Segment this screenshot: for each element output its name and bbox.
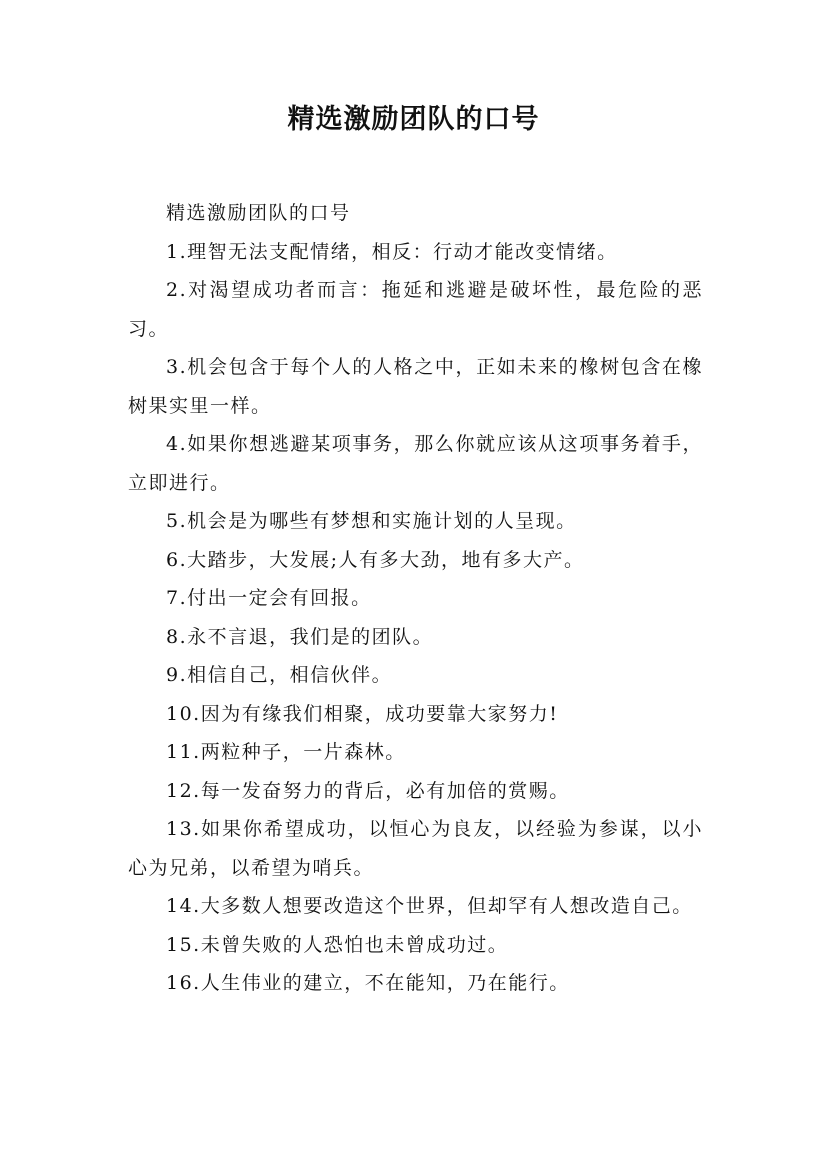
paragraph-slogan-8: 8.永不言退，我们是的团队。 (166, 625, 434, 648)
paragraph-slogan-7: 7.付出一定会有回报。 (166, 587, 372, 609)
document-body (128, 194, 703, 1003)
paragraph-subtitle: 精选激励团队的口号 (166, 202, 351, 224)
paragraph-slogan-6: 6.大踏步，大发展;人有多大劲，地有多大产。 (166, 548, 585, 571)
paragraph-slogan-10: 10.因为有缘我们相聚，成功要靠大家努力! (166, 702, 559, 725)
paragraph-slogan-14: 14.大多数人想要改造这个世界，但却罕有人想改造自己。 (166, 895, 693, 917)
paragraph-slogan-11: 11.两粒种子，一片森林。 (166, 741, 406, 763)
paragraph-slogan-15: 15.未曾失败的人恐怕也未曾成功过。 (166, 933, 509, 956)
paragraph-slogan-4: 4.如果你想逃避某项事务，那么你就应该从这项事务着手，立即进行。 (128, 433, 703, 494)
paragraph-slogan-16: 16.人生伟业的建立，不在能知，乃在能行。 (166, 972, 570, 994)
paragraph-slogan-5: 5.机会是为哪些有梦想和实施计划的人呈现。 (166, 510, 577, 532)
paragraph-slogan-3: 3.机会包含于每个人的人格之中，正如未来的橡树包含在橡树果实里一样。 (128, 356, 703, 417)
paragraph-slogan-1: 1.理智无法支配情绪，相反：行动才能改变情绪。 (166, 240, 618, 263)
paragraph-slogan-13: 13.如果你希望成功，以恒心为良友，以经验为参谋，以小心为兄弟，以希望为哨兵。 (128, 818, 703, 879)
paragraph-slogan-9: 9.相信自己，相信伙伴。 (166, 664, 393, 686)
document-title: 精选激励团队的口号 (287, 104, 540, 135)
paragraph-slogan-12: 12.每一发奋努力的背后，必有加倍的赏赐。 (166, 779, 570, 802)
paragraph-slogan-2: 2.对渴望成功者而言：拖延和逃避是破坏性，最危险的恶习。 (128, 279, 703, 340)
